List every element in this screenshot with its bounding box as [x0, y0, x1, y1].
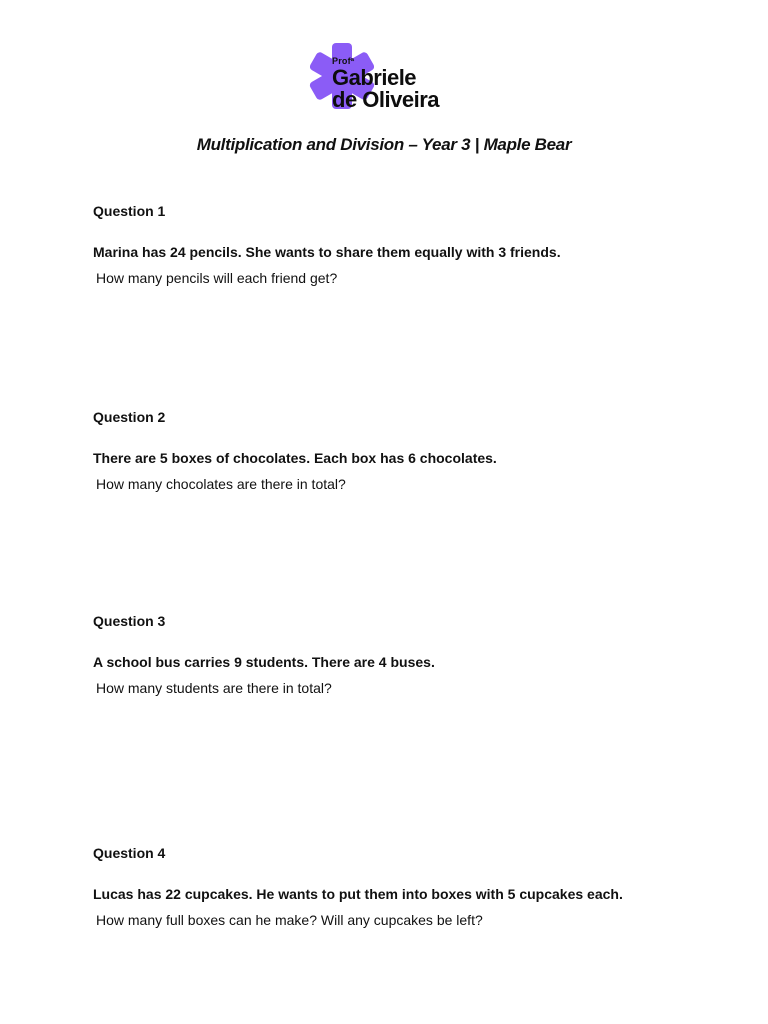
question-text: A school bus carries 9 students. There are 4 buses.: [93, 654, 435, 670]
question-block-3: [93, 611, 733, 698]
question-block-1: [93, 201, 733, 288]
page-title: Multiplication and Division – Year 3 | Maple Bear: [196, 135, 572, 154]
question-ask: How many full boxes can he make? Will any cupcakes be left?: [96, 912, 483, 928]
question-ask: How many students are there in total?: [96, 680, 332, 696]
question-heading: Question 4: [93, 845, 166, 861]
logo-name-line2: de Oliveira: [332, 87, 440, 112]
question-text: Lucas has 22 cupcakes. He wants to put them into boxes with 5 cupcakes each.: [93, 886, 623, 902]
question-block-2: [93, 407, 733, 494]
question-ask: How many chocolates are there in total?: [96, 476, 346, 492]
question-text: There are 5 boxes of chocolates. Each box has 6 chocolates.: [93, 450, 497, 466]
question-heading: Question 2: [93, 409, 166, 425]
question-block-4: [93, 843, 733, 930]
question-heading: Question 1: [93, 203, 166, 219]
question-heading: Question 3: [93, 613, 166, 629]
question-ask: How many pencils will each friend get?: [96, 270, 338, 286]
logo-name-line1: Gabriele: [332, 65, 417, 90]
question-text: Marina has 24 pencils. She wants to share them equally with 3 friends.: [93, 244, 561, 260]
brand-logo: [308, 42, 468, 114]
logo-prof-label: Profª: [332, 56, 355, 66]
